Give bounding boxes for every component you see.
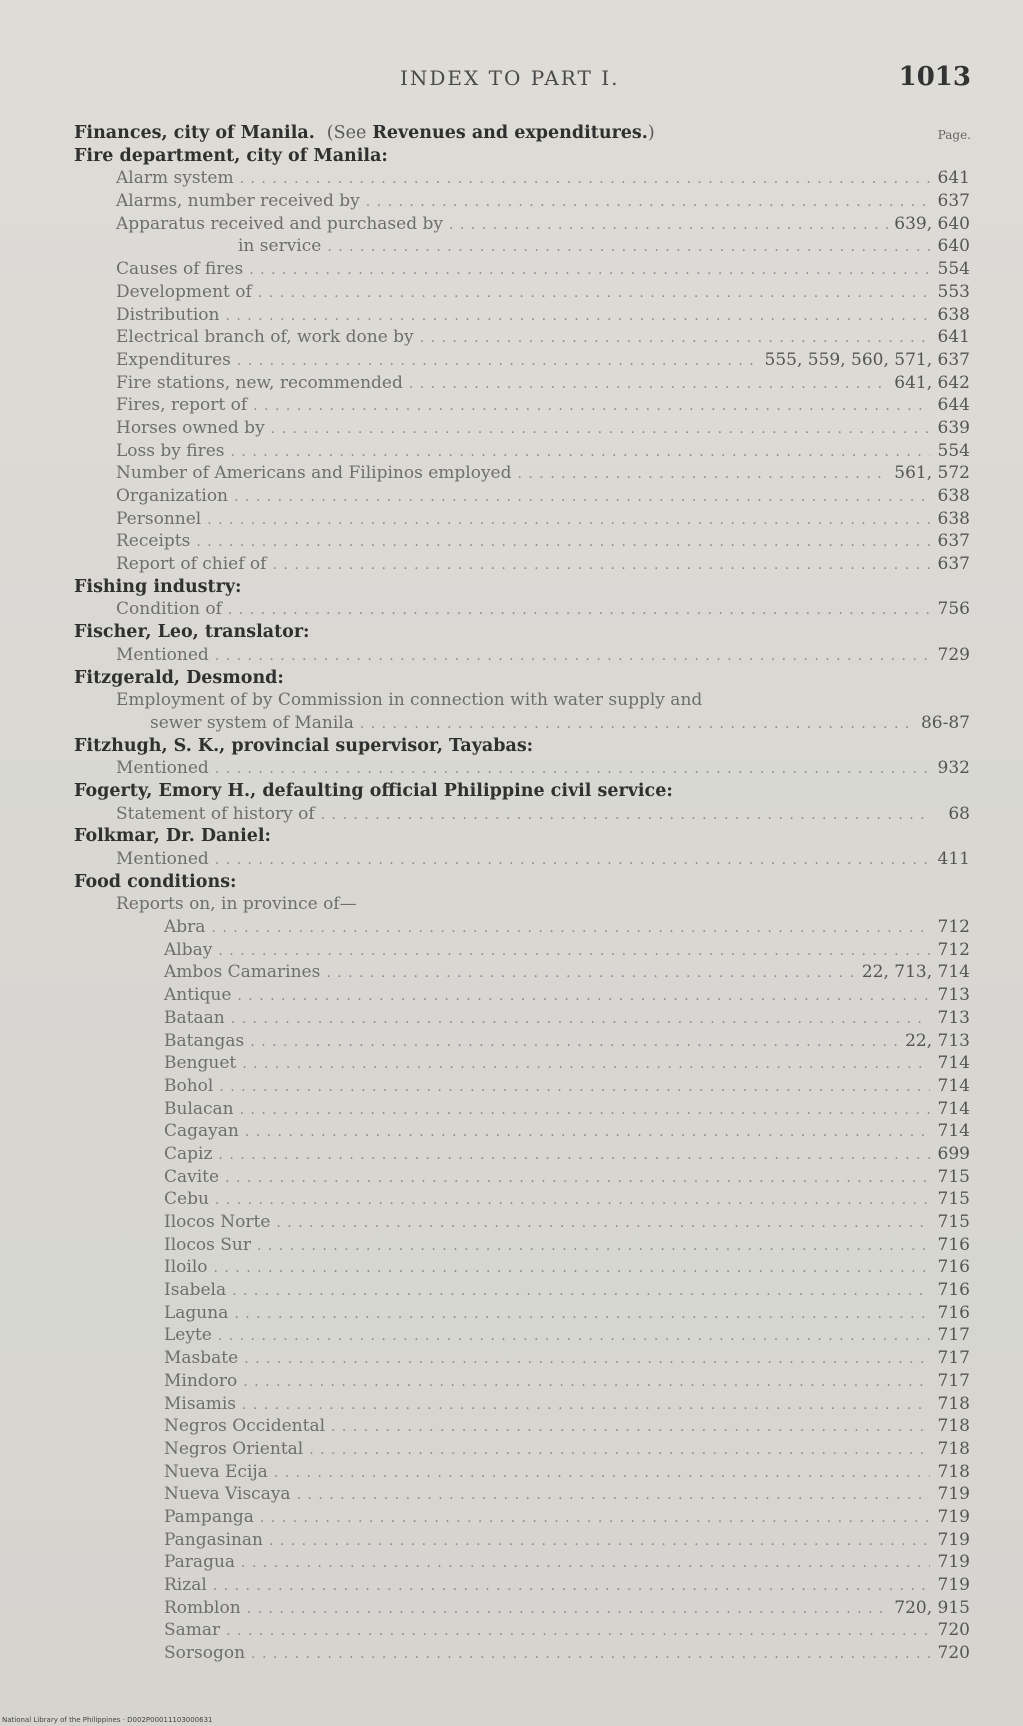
heading-text: Fogerty, Emory H., defaulting official Philippine civil service: bbox=[74, 780, 673, 801]
dot-leader bbox=[271, 418, 930, 441]
heading-text: Fitzhugh, S. K., provincial supervisor, Tayabas: bbox=[74, 735, 534, 756]
index-subentry bbox=[74, 462, 970, 485]
page-reference: 638 bbox=[937, 508, 970, 529]
page-reference: 712 bbox=[937, 917, 970, 938]
index-subentry bbox=[74, 440, 970, 463]
page-reference: 712 bbox=[937, 939, 970, 960]
index-subentry bbox=[74, 1302, 970, 1325]
dot-leader bbox=[253, 395, 930, 418]
dot-leader bbox=[218, 1144, 930, 1167]
index-subentry bbox=[74, 961, 970, 984]
index-subentry bbox=[74, 235, 970, 258]
subentry-label: Ambos Camarines bbox=[164, 962, 321, 983]
dot-leader bbox=[420, 327, 930, 350]
page-reference: 68 bbox=[948, 803, 970, 824]
subentry-label: Romblon bbox=[164, 1597, 241, 1618]
dot-leader bbox=[228, 599, 930, 622]
index-subentry bbox=[74, 213, 970, 236]
page-reference: 713 bbox=[937, 1007, 970, 1028]
index-subentry bbox=[74, 1166, 970, 1189]
dot-leader bbox=[274, 1462, 930, 1485]
page-reference: 641 bbox=[937, 327, 970, 348]
page-reference: 22, 713, 714 bbox=[861, 962, 970, 983]
dot-leader bbox=[215, 849, 930, 872]
subentry-label: Paragua bbox=[164, 1552, 236, 1573]
subentry-label: Fires, report of bbox=[116, 395, 248, 416]
subentry-label: in service bbox=[238, 236, 322, 257]
dot-leader bbox=[272, 554, 930, 577]
dot-leader bbox=[215, 758, 930, 781]
index-subentry bbox=[74, 1143, 970, 1166]
dot-leader bbox=[260, 1507, 930, 1530]
subentry-label: Cebu bbox=[164, 1189, 209, 1210]
index-subentry bbox=[74, 1324, 970, 1347]
subentry-label: Negros Occidental bbox=[164, 1416, 326, 1437]
subentry-label: Development of bbox=[116, 281, 252, 302]
page-reference: 638 bbox=[937, 486, 970, 506]
index-subentry bbox=[74, 1030, 970, 1053]
index-subentry bbox=[74, 553, 970, 576]
subentry-label: Receipts bbox=[116, 531, 191, 552]
dot-leader bbox=[215, 645, 930, 668]
heading-text: Fischer, Leo, translator: bbox=[74, 622, 310, 643]
dot-leader bbox=[237, 985, 930, 1008]
index-subentry bbox=[74, 1393, 970, 1416]
index-heading bbox=[74, 621, 970, 644]
dot-leader bbox=[309, 1439, 930, 1462]
dot-leader bbox=[231, 1008, 930, 1031]
index-subentry bbox=[74, 757, 970, 780]
dot-leader bbox=[213, 1575, 930, 1598]
index-entries bbox=[74, 122, 970, 1665]
page-reference: 718 bbox=[937, 1438, 970, 1459]
subentry-label: Pampanga bbox=[164, 1506, 254, 1527]
heading-text: Finances, city of Manila. bbox=[74, 123, 315, 143]
index-subentry bbox=[74, 1347, 970, 1370]
dot-leader bbox=[449, 214, 888, 237]
page-reference: 411 bbox=[937, 849, 970, 869]
index-subentry bbox=[74, 372, 970, 395]
index-subentry bbox=[74, 1415, 970, 1438]
subentry-label: Horses owned by bbox=[116, 417, 265, 438]
dot-leader bbox=[251, 1643, 930, 1666]
scan-credit: National Library of the Philippines · D002P00011103000631 bbox=[2, 1716, 213, 1724]
index-subentry bbox=[74, 1438, 970, 1461]
subentry-label: Nueva Ecija bbox=[164, 1461, 268, 1482]
dot-leader bbox=[518, 463, 889, 486]
subentry-label: Personnel bbox=[116, 508, 202, 529]
index-subentry bbox=[74, 394, 970, 417]
dot-leader bbox=[242, 1053, 930, 1076]
dot-leader bbox=[237, 350, 759, 373]
page-reference: 715 bbox=[937, 1189, 970, 1210]
dot-leader bbox=[244, 1348, 930, 1371]
page-reference: 561, 572 bbox=[894, 463, 970, 484]
subentry-label: Capiz bbox=[164, 1143, 213, 1164]
subentry-label: Samar bbox=[164, 1620, 221, 1641]
subentry-label: Ilocos Norte bbox=[164, 1212, 271, 1232]
dot-leader bbox=[247, 1598, 889, 1621]
subentry-label: Mentioned bbox=[116, 849, 209, 869]
index-heading bbox=[74, 735, 970, 758]
index-subentry bbox=[74, 349, 970, 372]
index-subentry bbox=[74, 1642, 970, 1665]
page-reference: 554 bbox=[937, 440, 970, 461]
index-subentry bbox=[74, 281, 970, 304]
page-reference: 714 bbox=[937, 1098, 970, 1119]
subentry-label: Employment of by Commission in connection with water supply and bbox=[116, 690, 703, 711]
index-subentry bbox=[74, 1506, 970, 1529]
see-suffix: ) bbox=[647, 123, 655, 143]
page-reference: 715 bbox=[937, 1166, 970, 1187]
dot-leader bbox=[326, 962, 856, 985]
index-subentry bbox=[74, 1007, 970, 1030]
subentry-label: Cavite bbox=[164, 1166, 220, 1187]
page-reference: 553 bbox=[937, 281, 970, 302]
index-subentry bbox=[74, 1234, 970, 1257]
subentry-label: Leyte bbox=[164, 1325, 212, 1346]
subentry-label: Mentioned bbox=[116, 644, 209, 665]
page-reference: 640 bbox=[937, 236, 970, 257]
dot-leader bbox=[249, 259, 930, 282]
subentry-label: Bataan bbox=[164, 1007, 225, 1028]
dot-leader bbox=[226, 1620, 930, 1643]
page-reference: 720, 915 bbox=[894, 1597, 970, 1618]
dot-leader bbox=[240, 168, 930, 191]
index-subentry bbox=[74, 1120, 970, 1143]
index-subentry bbox=[74, 1529, 970, 1552]
page-reference: 720 bbox=[937, 1643, 970, 1664]
page-reference: 639, 640 bbox=[894, 213, 970, 234]
subentry-label: Nueva Viscaya bbox=[164, 1484, 291, 1505]
subentry-label: Reports on, in province of— bbox=[116, 894, 357, 915]
subentry-label: Negros Oriental bbox=[164, 1438, 304, 1459]
subentry-label: Benguet bbox=[164, 1053, 237, 1074]
index-subentry bbox=[74, 1619, 970, 1642]
index-subentry bbox=[74, 939, 970, 962]
index-subentry bbox=[74, 485, 970, 508]
subentry-label: Distribution bbox=[116, 304, 220, 325]
index-heading bbox=[74, 871, 970, 894]
subentry-label: Albay bbox=[164, 939, 213, 960]
index-subentry bbox=[74, 167, 970, 190]
subentry-label: Sorsogon bbox=[164, 1643, 246, 1664]
index-heading bbox=[74, 145, 970, 168]
page-reference: 715 bbox=[937, 1212, 970, 1232]
dot-leader bbox=[234, 486, 930, 509]
page-number: 1013 bbox=[898, 62, 971, 92]
dot-leader bbox=[269, 1530, 930, 1553]
index-subentry bbox=[74, 1279, 970, 1302]
subentry-label: Abra bbox=[164, 917, 206, 938]
subentry-label: Causes of fires bbox=[116, 259, 244, 280]
subentry-label: Bohol bbox=[164, 1075, 214, 1096]
subentry-label: Mindoro bbox=[164, 1370, 238, 1391]
dot-leader bbox=[321, 804, 930, 827]
page-reference: 554 bbox=[937, 259, 970, 280]
index-subentry bbox=[74, 893, 970, 916]
subentry-label: Organization bbox=[116, 486, 229, 506]
dot-leader bbox=[242, 1394, 930, 1417]
index-subentry bbox=[74, 848, 970, 871]
index-subentry bbox=[74, 258, 970, 281]
dot-leader bbox=[276, 1212, 930, 1235]
page-reference: 719 bbox=[937, 1575, 970, 1595]
dot-leader bbox=[231, 441, 930, 464]
page-reference: 718 bbox=[937, 1416, 970, 1437]
index-subentry bbox=[74, 1098, 970, 1121]
subentry-label: Loss by fires bbox=[116, 440, 225, 461]
page-reference: 713 bbox=[937, 985, 970, 1006]
heading-text: Fire department, city of Manila: bbox=[74, 145, 388, 166]
dot-leader bbox=[243, 1371, 930, 1394]
subentry-label: Expenditures bbox=[116, 349, 231, 370]
dot-leader bbox=[327, 236, 930, 259]
index-subentry bbox=[74, 1461, 970, 1484]
page-reference: 756 bbox=[937, 599, 970, 620]
page-reference: 716 bbox=[937, 1302, 970, 1323]
subentry-label: Misamis bbox=[164, 1393, 236, 1414]
index-subentry bbox=[74, 326, 970, 349]
subentry-label: Mentioned bbox=[116, 758, 209, 779]
subentry-label: Bulacan bbox=[164, 1098, 234, 1119]
page-reference: 641 bbox=[937, 168, 970, 189]
page-reference: 932 bbox=[937, 758, 970, 779]
page-reference: 720 bbox=[937, 1620, 970, 1641]
dot-leader bbox=[240, 1099, 930, 1122]
index-subentry bbox=[74, 1370, 970, 1393]
dot-leader bbox=[219, 1076, 930, 1099]
see-prefix: (See bbox=[326, 123, 367, 143]
index-heading bbox=[74, 780, 970, 803]
page-reference: 637 bbox=[937, 191, 970, 212]
dot-leader bbox=[360, 713, 915, 736]
dot-leader bbox=[232, 1280, 930, 1303]
dot-leader bbox=[196, 531, 930, 554]
index-subentry bbox=[74, 984, 970, 1007]
subentry-label: Statement of history of bbox=[116, 803, 315, 824]
subentry-label: Alarms, number received by bbox=[116, 191, 360, 212]
index-subentry bbox=[74, 190, 970, 213]
dot-leader bbox=[211, 917, 930, 940]
running-head: INDEX TO PART I. bbox=[400, 66, 620, 90]
dot-leader bbox=[215, 1189, 930, 1212]
index-heading bbox=[74, 122, 970, 145]
index-subentry bbox=[74, 1052, 970, 1075]
subentry-label: Masbate bbox=[164, 1348, 239, 1369]
subentry-label: Laguna bbox=[164, 1302, 229, 1323]
page-reference: 716 bbox=[937, 1234, 970, 1255]
index-subentry bbox=[74, 1075, 970, 1098]
subentry-label: Ilocos Sur bbox=[164, 1234, 251, 1255]
dot-leader bbox=[214, 1257, 931, 1280]
dot-leader bbox=[250, 1031, 899, 1054]
page-reference: 86-87 bbox=[920, 712, 970, 733]
subentry-label: Condition of bbox=[116, 599, 222, 620]
dot-leader bbox=[225, 305, 930, 328]
heading-text: Fitzgerald, Desmond: bbox=[74, 667, 284, 688]
page-reference: 714 bbox=[937, 1121, 970, 1142]
index-subentry bbox=[74, 1597, 970, 1620]
dot-leader bbox=[218, 1325, 930, 1348]
dot-leader bbox=[257, 1235, 930, 1258]
subentry-label: Report of chief of bbox=[116, 554, 267, 575]
heading-text: Fishing industry: bbox=[74, 576, 242, 597]
subentry-label: Iloilo bbox=[164, 1257, 208, 1278]
page-reference: 555, 559, 560, 571, 637 bbox=[764, 349, 970, 370]
index-subentry bbox=[74, 598, 970, 621]
index-subentry bbox=[74, 1188, 970, 1211]
page-reference: 717 bbox=[937, 1370, 970, 1391]
subentry-label: Rizal bbox=[164, 1575, 207, 1595]
index-heading bbox=[74, 576, 970, 599]
dot-leader bbox=[258, 282, 930, 305]
dot-leader bbox=[366, 191, 930, 214]
dot-leader bbox=[331, 1416, 930, 1439]
subentry-label: Fire stations, new, recommended bbox=[116, 372, 403, 393]
page-reference: 699 bbox=[937, 1143, 970, 1164]
page-reference: 718 bbox=[937, 1461, 970, 1482]
subentry-label: Alarm system bbox=[116, 168, 234, 189]
page-reference: 637 bbox=[937, 554, 970, 575]
page-reference: 718 bbox=[937, 1393, 970, 1414]
page-reference: 639 bbox=[937, 417, 970, 438]
subentry-label: Pangasinan bbox=[164, 1529, 263, 1550]
page-reference: 719 bbox=[937, 1506, 970, 1527]
see-target: Revenues and expenditures. bbox=[372, 123, 648, 143]
subentry-label: Electrical branch of, work done by bbox=[116, 327, 414, 348]
page-reference: 714 bbox=[937, 1075, 970, 1096]
page-reference: 719 bbox=[937, 1552, 970, 1573]
page-reference: 716 bbox=[937, 1257, 970, 1278]
index-subentry bbox=[74, 1483, 970, 1506]
dot-leader bbox=[234, 1303, 930, 1326]
dot-leader bbox=[241, 1552, 930, 1575]
page-column-label: Page. bbox=[937, 128, 971, 142]
subentry-label: Batangas bbox=[164, 1030, 245, 1051]
index-subentry bbox=[74, 1574, 970, 1597]
index-heading bbox=[74, 667, 970, 690]
index-heading bbox=[74, 825, 970, 848]
index-subentry bbox=[74, 1256, 970, 1279]
heading-text: Food conditions: bbox=[74, 871, 237, 892]
index-subentry bbox=[74, 417, 970, 440]
index-subentry bbox=[74, 712, 970, 735]
dot-leader bbox=[245, 1121, 930, 1144]
heading-text: Folkmar, Dr. Daniel: bbox=[74, 826, 272, 847]
index-subentry bbox=[74, 644, 970, 667]
index-subentry bbox=[74, 530, 970, 553]
page-reference: 644 bbox=[937, 395, 970, 416]
page-reference: 716 bbox=[937, 1280, 970, 1301]
dot-leader bbox=[225, 1167, 930, 1190]
see-reference bbox=[327, 122, 655, 145]
subentry-label: Apparatus received and purchased by bbox=[116, 213, 443, 234]
index-subentry bbox=[74, 916, 970, 939]
page-reference: 719 bbox=[937, 1484, 970, 1505]
page-reference: 719 bbox=[937, 1529, 970, 1550]
dot-leader bbox=[297, 1484, 930, 1507]
dot-leader bbox=[409, 373, 888, 396]
subentry-label: Cagayan bbox=[164, 1121, 239, 1142]
index-subentry bbox=[74, 508, 970, 531]
dot-leader bbox=[218, 940, 930, 963]
page-reference: 637 bbox=[937, 531, 970, 552]
index-subentry bbox=[74, 1551, 970, 1574]
dot-leader bbox=[207, 509, 930, 532]
subentry-label: sewer system of Manila bbox=[150, 712, 354, 733]
page-header bbox=[0, 62, 1023, 94]
subentry-label: Number of Americans and Filipinos employed bbox=[116, 463, 512, 484]
subentry-label: Isabela bbox=[164, 1280, 227, 1301]
index-subentry bbox=[74, 803, 970, 826]
page-reference: 729 bbox=[937, 644, 970, 665]
page-reference: 641, 642 bbox=[894, 372, 970, 393]
page-reference: 22, 713 bbox=[905, 1030, 970, 1051]
index-subentry bbox=[74, 304, 970, 327]
page-reference: 717 bbox=[937, 1325, 970, 1346]
index-subentry bbox=[74, 1211, 970, 1234]
page-reference: 717 bbox=[937, 1348, 970, 1369]
page-reference: 714 bbox=[937, 1053, 970, 1074]
subentry-label: Antique bbox=[164, 985, 232, 1006]
page-reference: 638 bbox=[937, 304, 970, 325]
index-subentry bbox=[74, 689, 970, 712]
